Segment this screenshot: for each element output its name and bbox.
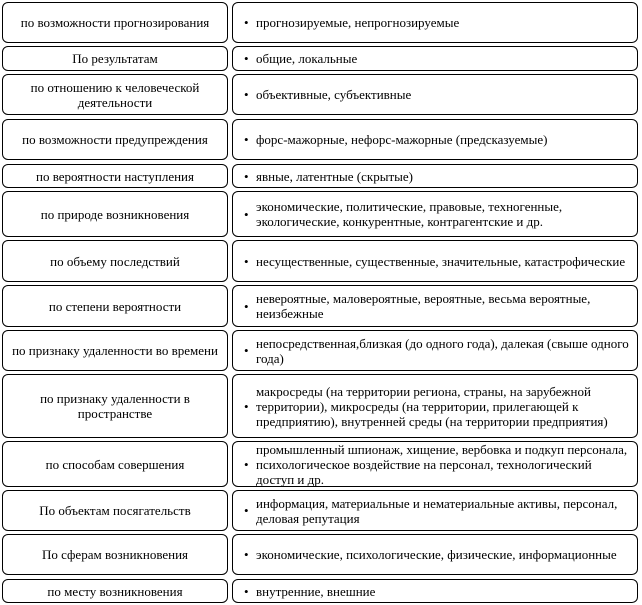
- criterion-label: по месту возникновения: [47, 583, 183, 599]
- types-box: [232, 285, 638, 327]
- criterion-label: По объектам посягательств: [39, 503, 191, 518]
- bullet-icon: •: [244, 298, 249, 314]
- criterion-box: [2, 534, 228, 575]
- types-box: [232, 164, 638, 188]
- bullet-icon: •: [244, 87, 249, 102]
- criterion-box: [2, 74, 228, 115]
- criterion-label: по степени вероятности: [48, 298, 182, 314]
- criterion-label: По результатам: [72, 51, 158, 66]
- types-box: [232, 330, 638, 371]
- types-text: общие, локальные: [256, 51, 358, 66]
- types-text: макросреды (на территории региона, страны, на зарубежной территории), микросреды (на территории, прилегающей к предприятию), внутренней среды (на территории предприятия): [256, 383, 608, 429]
- bullet-icon: •: [244, 456, 249, 472]
- bullet-icon: •: [244, 503, 249, 518]
- bullet-icon: •: [244, 343, 249, 358]
- types-text: непосредственная,близкая (до одного года), далекая (свыше одного года): [256, 335, 629, 366]
- types-text: внутренние, внешние: [256, 583, 376, 599]
- types-text: экономические, психологические, физические, информационные: [256, 547, 617, 562]
- criterion-label: по возможности предупреждения: [22, 132, 208, 147]
- types-box: [232, 490, 638, 531]
- bullet-icon: •: [244, 15, 249, 30]
- criterion-label: по отношению к человеческой деятельности: [30, 79, 200, 110]
- types-box: [232, 74, 638, 115]
- criterion-label: По сферам возникновения: [41, 547, 189, 562]
- criterion-box: [2, 119, 228, 160]
- criterion-box: [2, 46, 228, 71]
- criterion-label: по природе возникновения: [40, 206, 190, 222]
- types-box: [232, 2, 638, 43]
- bullet-icon: •: [244, 547, 249, 562]
- types-text: форс-мажорные, нефорс-мажорные (предсказуемые): [256, 132, 548, 147]
- types-box: [232, 579, 638, 603]
- bullet-icon: •: [244, 398, 249, 414]
- bullet-icon: •: [244, 583, 249, 599]
- criterion-box: [2, 285, 228, 327]
- types-text: объективные, субъективные: [256, 87, 412, 102]
- criterion-label: по способам совершения: [45, 456, 185, 472]
- criterion-box: [2, 191, 228, 237]
- criterion-label: по возможности прогнозирования: [20, 15, 210, 30]
- criterion-box: [2, 2, 228, 43]
- types-text: информация, материальные и нематериальные активы, персонал, деловая репутация: [256, 495, 618, 526]
- criterion-box: [2, 579, 228, 603]
- criterion-box: [2, 490, 228, 531]
- criterion-box: [2, 441, 228, 487]
- bullet-icon: •: [244, 206, 249, 222]
- criterion-label: по объему последствий: [50, 253, 180, 269]
- criterion-box: [2, 164, 228, 188]
- bullet-icon: •: [244, 253, 249, 269]
- types-text: несущественные, существенные, значительные, катастрофические: [256, 253, 626, 269]
- types-box: [232, 441, 638, 487]
- bullet-icon: •: [244, 132, 249, 147]
- types-box: [232, 534, 638, 575]
- criterion-label: по признаку удаленности в пространстве: [40, 391, 190, 421]
- types-box: [232, 191, 638, 237]
- types-box: [232, 46, 638, 71]
- criterion-label: по вероятности наступления: [35, 168, 194, 184]
- types-text: прогнозируемые, непрогнозируемые: [256, 15, 460, 30]
- criterion-label: по признаку удаленности во времени: [12, 343, 218, 358]
- types-text: явные, латентные (скрытые): [256, 168, 413, 184]
- types-box: [232, 374, 638, 438]
- criterion-box: [2, 330, 228, 371]
- types-box: [232, 240, 638, 282]
- criterion-box: [2, 374, 228, 438]
- types-text: экономические, политические, правовые, техногенные, экологические, конкурентные, контрагентские и др.: [256, 199, 563, 229]
- types-text: невероятные, маловероятные, вероятные, весьма вероятные, неизбежные: [256, 291, 591, 321]
- types-box: [232, 119, 638, 160]
- types-text: промышленный шпионаж, хищение, вербовка и подкуп персонала, психологическое воздействие на персонал, технологический доступ и др.: [256, 441, 628, 487]
- bullet-icon: •: [244, 51, 249, 66]
- criterion-box: [2, 240, 228, 282]
- bullet-icon: •: [244, 168, 249, 184]
